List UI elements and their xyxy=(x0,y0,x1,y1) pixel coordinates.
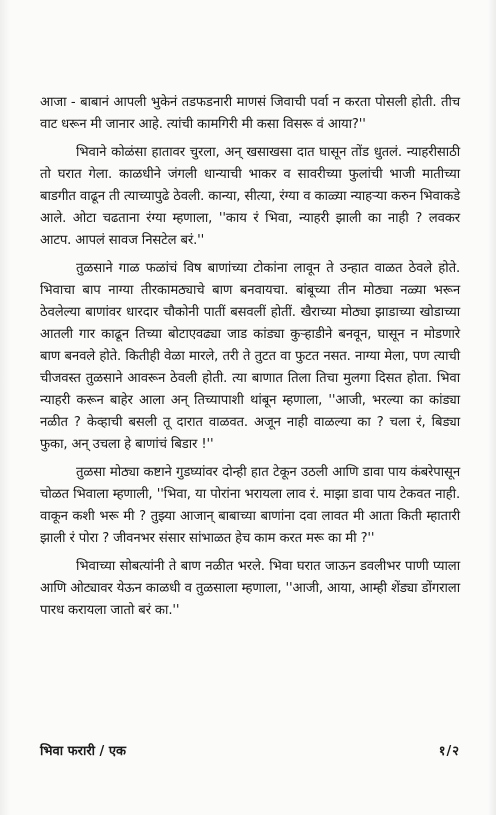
page-number: १/२ xyxy=(438,744,460,759)
paragraph-2: भिवाने कोळंसा हातावर चुरला, अन् खसाखसा दात घासून तोंड धुतलं. न्याहरीसाठी तो घरात गेला. काळधीने जंगली धान्याची भाकर व सावरीच्या फुलांची भाजी मातीच्या बाडगीत वाढून ती त्याच्यापुढे ठेवली. कान्या, सीत्या, रंग्या व काळ्या न्याहऱ्या करुन भिवाकडे आले. ओटा चढताना रंग्या म्हणाला, ''काय रं भिवा, न्याहरी झाली का नाही ? लवकर आटप. आपलं सावज निसटेल बरं.'' xyxy=(40,145,460,248)
paragraph-4: तुळसा मोठ्या कष्टाने गुडघ्यांवर दोन्ही हात टेकून उठली आणि डावा पाय कंबरेपासून चोळत भिवाला म्हणाली, ''भिवा, या पोरांना भरायला लाव रं. माझा डावा पाय टेकवत नाही. वाकून कशी भरू मी ? तुझ्या आजान् बाबाच्या बाणांना दवा लावत मी आता किती म्हातारी झाली रं पोरा ? जीवनभर संसार सांभाळत हेच काम करत मरू का मी ?'' xyxy=(40,465,460,546)
paragraph-3: तुळसाने गाळ फळांचं विष बाणांच्या टोकांना लावून ते उन्हात वाळत ठेवले होते. भिवाचा बाप नाग्या तीरकामठ्याचे बाण बनवायचा. बांबूच्या तीन मोठ्या नळ्या भरून ठेवलेल्या बाणांवर धारदार चौकोनी पातीं बसवलीं होतीं. खैराच्या मोठ्या झाडाच्या खोडाच्या आतली गार काढून तिच्या बोटाएवढ्या जाड कांड्या कुऱ्हाडीने बनवून, घासून न मोडणारे बाण बनवले होते. कितीही वेळा मारले, तरी ते तुटत वा फुटत नसत. नाग्या मेला, पण त्याची चीजवस्त तुळसाने आवरून ठेवली होती. त्या बाणात तिला तिचा मुलगा दिसत होता. भिवा न्याहरी करून बाहेर आला अन् तिच्यापाशी थांबून म्हणाला, ''आजी, भरल्या का कांड्या नळीत ? केव्हाची बसली तू दारात वाळवत. अजून नाही वाळल्या का ? चला रं, बिड्या फुका, अन् उचला हे बाणांचं बिडार !'' xyxy=(40,261,460,452)
paragraph-1: आजा - बाबानं आपली भुकेनं तडफडनारी माणसं जिवाची पर्वा न करता पोसली होती. तीच वाट धरून मी जानार आहे. त्यांची कामगिरी मी कसा विसरू वं आया?'' xyxy=(40,95,460,132)
paragraph-5: भिवाच्या सोबत्यांनी ते बाण नळीत भरले. भिवा घरात जाऊन डवलीभर पाणी प्याला आणि ओट्यावर येऊन काळधी व तुळसाला म्हणाला, ''आजी, आया, आम्ही शेंड्या डोंगराला पारध करायला जातो बरं का.'' xyxy=(40,559,460,618)
page-footer xyxy=(40,738,460,762)
body-text xyxy=(40,92,460,628)
running-title: भिवा फरारी / एक xyxy=(40,744,126,759)
